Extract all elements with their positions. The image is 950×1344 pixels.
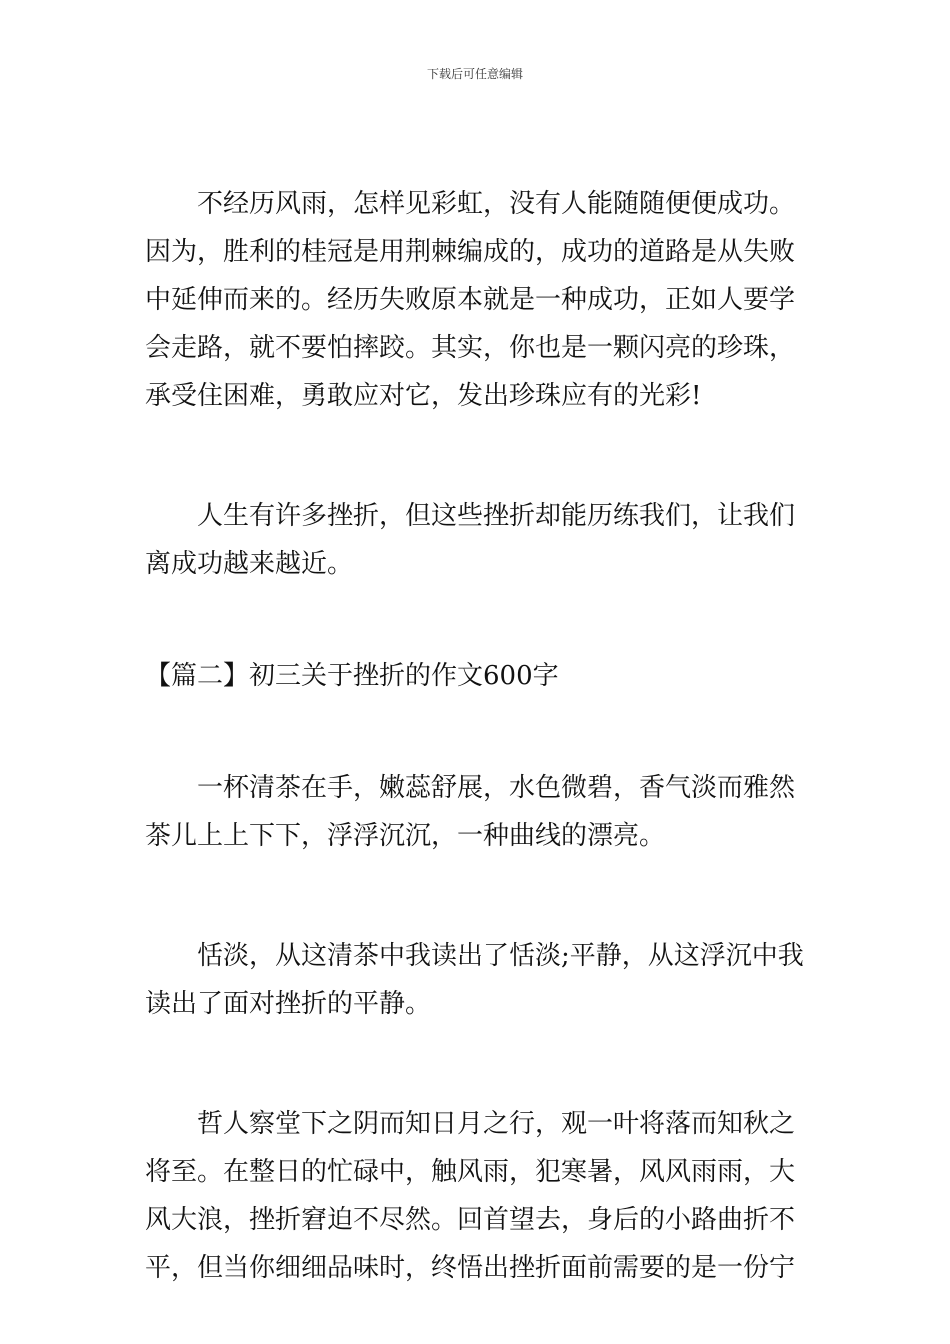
paragraph-line: 茶儿上上下下，浮浮沉沉，一种曲线的漂亮。 [145,821,666,851]
section-title [145,652,810,700]
document-body [145,180,810,1292]
paragraph-line: 离成功越来越近。 [145,549,354,579]
paragraph-line: 因为，胜利的桂冠是用荆棘编成的，成功的道路是从失败 [145,237,796,267]
paragraph-line: 承受住困难，勇敢应对它，发出珍珠应有的光彩! [145,381,702,411]
page-header: 下载后可任意编辑 [426,67,523,81]
paragraph-line: 读出了面对挫折的平静。 [145,989,432,1019]
paragraph-2 [145,492,810,588]
paragraph-line: 平，但当你细细品味时，终悟出挫折面前需要的是一份宁 [145,1253,796,1283]
paragraph-line: 风大浪，挫折窘迫不尽然。回首望去，身后的小路曲折不 [145,1205,796,1235]
paragraph-3 [145,764,810,860]
section-title-text: 【篇二】初三关于挫折的作文600字 [145,661,559,691]
paragraph-line: 不经历风雨，怎样见彩虹，没有人能随随便便成功。 [197,189,796,219]
paragraph-line: 中延伸而来的。经历失败原本就是一种成功，正如人要学 [145,285,796,315]
paragraph-5 [145,1100,810,1292]
paragraph-line: 恬淡，从这清茶中我读出了恬淡;平静，从这浮沉中我 [197,941,804,971]
paragraph-1 [145,180,810,420]
paragraph-4 [145,932,810,1028]
paragraph-line: 人生有许多挫折，但这些挫折却能历练我们，让我们 [197,501,796,531]
paragraph-line: 将至。在整日的忙碌中，触风雨，犯寒暑，风风雨雨，大 [145,1157,796,1187]
paragraph-line: 哲人察堂下之阴而知日月之行，观一叶将落而知秋之 [197,1109,796,1139]
paragraph-line: 会走路，就不要怕摔跤。其实，你也是一颗闪亮的珍珠， [145,333,796,363]
paragraph-line: 一杯清茶在手，嫩蕊舒展，水色微碧，香气淡而雅然 [197,773,796,803]
